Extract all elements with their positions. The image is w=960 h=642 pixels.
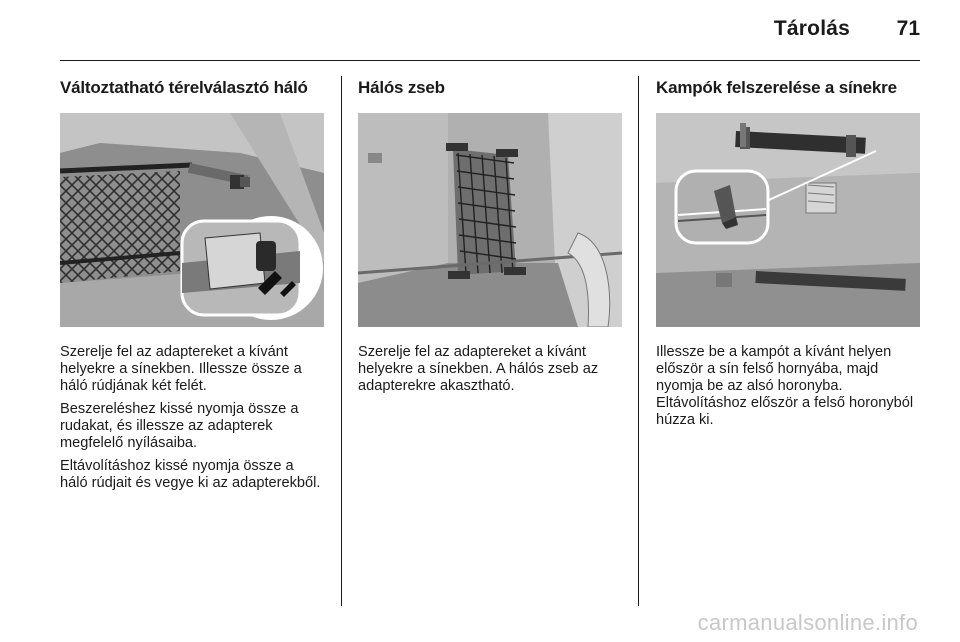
column-divider: [638, 76, 639, 606]
column-hooks-rails: [656, 78, 920, 435]
paragraph: Illessze be a kampót a kívánt helyen először a sín felső hornyába, majd nyomja be az alsó horonyba. Eltávolításhoz először a felső horonyból húzza ki.: [656, 344, 914, 428]
paragraph: Eltávolításhoz kissé nyomja össze a háló rúdjait és vegye ki az adapterekből.: [60, 458, 321, 491]
column-heading: Hálós zseb: [358, 78, 445, 97]
column-text: [60, 344, 324, 492]
column-partition-net: [60, 78, 324, 498]
paragraph: Szerelje fel az adaptereket a kívánt helyekre a sínekben. Illessze össze a háló rúdjának két felét.: [60, 344, 302, 394]
paragraph: Beszereléshez kissé nyomja össze a rudakat, és illessze az adapterek megfelelő nyílásaiba.: [60, 401, 299, 451]
partition-net-illustration: [60, 113, 324, 327]
figure-partition-net: [60, 113, 324, 327]
watermark-text: carmanualsonline.info: [697, 610, 918, 635]
column-text: [656, 344, 920, 429]
column-divider: [341, 76, 342, 606]
hooks-rails-illustration: [656, 113, 920, 327]
figure-net-pocket: [358, 113, 622, 327]
header-divider: [60, 60, 920, 61]
figure-hooks-rails: [656, 113, 920, 327]
paragraph: Szerelje fel az adaptereket a kívánt helyekre a sínekben. A hálós zseb az adapterekre akasztható.: [358, 344, 599, 394]
column-heading: Változtatható térelválasztó háló: [60, 78, 308, 97]
page-number: 71: [896, 17, 920, 40]
column-text: [358, 344, 622, 395]
column-net-pocket: [358, 78, 622, 401]
section-title: Tárolás: [773, 17, 850, 40]
column-heading: Kampók felszerelése a sínekre: [656, 78, 897, 97]
net-pocket-illustration: [358, 113, 622, 327]
